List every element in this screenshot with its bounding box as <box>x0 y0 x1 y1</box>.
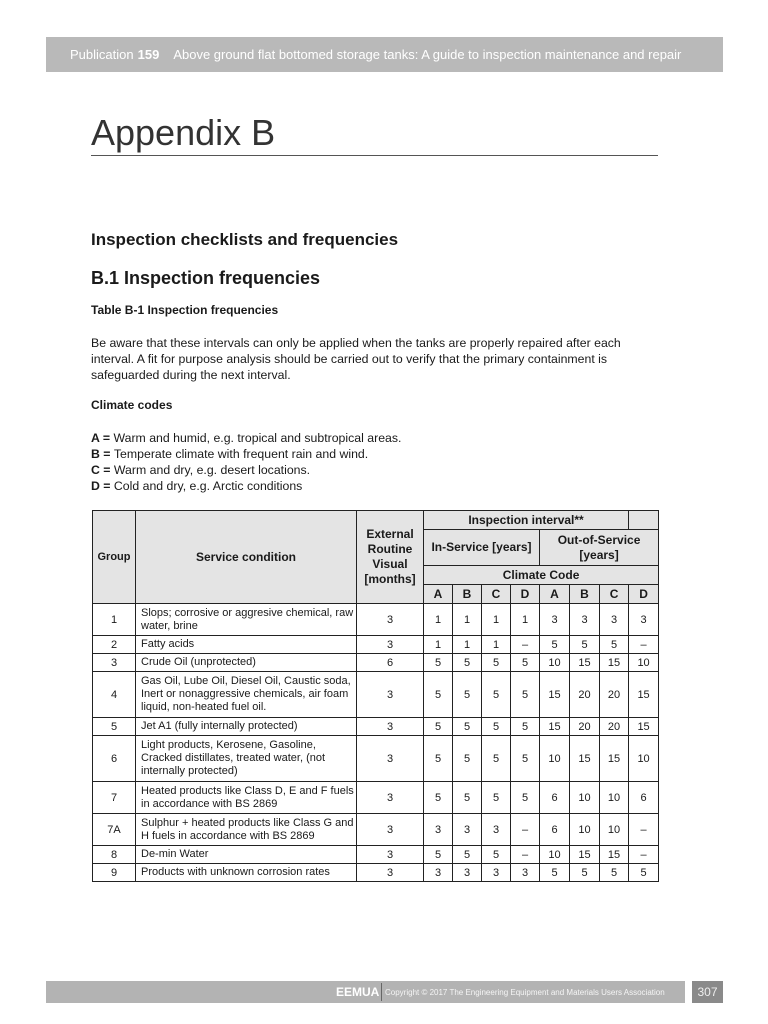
cell-out-of-service-interval: – <box>629 846 659 864</box>
cell-out-of-service-interval: 20 <box>570 718 600 736</box>
cell-in-service-interval: 5 <box>453 736 482 782</box>
cell-out-of-service-interval: 20 <box>570 672 600 718</box>
cell-group: 3 <box>93 654 136 672</box>
cell-in-service-interval: 5 <box>424 846 453 864</box>
cell-out-of-service-interval: 5 <box>540 864 570 882</box>
cell-group: 8 <box>93 846 136 864</box>
cell-external-visual: 3 <box>357 604 424 636</box>
table-row <box>93 846 659 864</box>
publication-label: Publication <box>70 47 134 62</box>
cell-external-visual: 3 <box>357 814 424 846</box>
publication-title: Above ground flat bottomed storage tanks: A guide to inspection maintenance and repair <box>173 47 682 62</box>
cell-external-visual: 3 <box>357 636 424 654</box>
cell-in-service-interval: 3 <box>453 814 482 846</box>
climate-code-desc: Warm and dry, e.g. desert locations. <box>113 463 311 477</box>
table-caption: Table B-1 Inspection frequencies <box>91 303 279 317</box>
cell-service-condition: Heated products like Class D, E and F fuels in accordance with BS 2869 <box>136 782 357 814</box>
cell-service-condition: Jet A1 (fully internally protected) <box>136 718 357 736</box>
cell-in-service-interval: 5 <box>511 672 540 718</box>
cell-in-service-interval: 5 <box>424 736 453 782</box>
cell-out-of-service-interval: 15 <box>570 654 600 672</box>
cell-in-service-interval: 3 <box>482 864 511 882</box>
cell-in-service-interval: – <box>511 814 540 846</box>
footer-copyright: Copyright © 2017 The Engineering Equipment and Materials Users Association <box>385 988 665 997</box>
cell-in-service-interval: 5 <box>424 654 453 672</box>
header-climate-letter: C <box>482 585 511 604</box>
cell-out-of-service-interval: 15 <box>540 718 570 736</box>
cell-out-of-service-interval: 5 <box>629 864 659 882</box>
cell-service-condition: Light products, Kerosene, Gasoline, Cracked distillates, treated water, (not internally protected) <box>136 736 357 782</box>
climate-code-equals: = <box>99 431 114 445</box>
cell-in-service-interval: 3 <box>453 864 482 882</box>
table-row <box>93 654 659 672</box>
climate-code-equals: = <box>99 479 114 493</box>
header-climate-letter: C <box>600 585 629 604</box>
cell-service-condition: Sulphur + heated products like Class G and H fuels in accordance with BS 2869 <box>136 814 357 846</box>
cell-out-of-service-interval: 10 <box>540 736 570 782</box>
climate-heading: Climate codes <box>91 398 173 412</box>
cell-service-condition: De-min Water <box>136 846 357 864</box>
cell-in-service-interval: 1 <box>424 604 453 636</box>
climate-code-desc: Cold and dry, e.g. Arctic conditions <box>113 479 303 493</box>
cell-out-of-service-interval: 5 <box>600 864 629 882</box>
cell-out-of-service-interval: 15 <box>600 654 629 672</box>
cell-in-service-interval: 1 <box>482 604 511 636</box>
running-header <box>46 37 723 72</box>
cell-out-of-service-interval: 3 <box>600 604 629 636</box>
header-climate-code: Climate Code <box>424 566 659 585</box>
cell-out-of-service-interval: 10 <box>629 654 659 672</box>
table-row <box>93 782 659 814</box>
cell-out-of-service-interval: 6 <box>540 814 570 846</box>
cell-out-of-service-interval: 15 <box>600 736 629 782</box>
cell-external-visual: 3 <box>357 718 424 736</box>
cell-in-service-interval: 5 <box>482 654 511 672</box>
header-group: Group <box>93 511 136 604</box>
cell-in-service-interval: 5 <box>511 736 540 782</box>
cell-out-of-service-interval: 15 <box>629 718 659 736</box>
cell-in-service-interval: 5 <box>453 718 482 736</box>
inspection-frequency-table <box>92 510 659 882</box>
climate-code-equals: = <box>99 447 114 461</box>
cell-out-of-service-interval: 15 <box>600 846 629 864</box>
cell-out-of-service-interval: 20 <box>600 672 629 718</box>
cell-service-condition: Crude Oil (unprotected) <box>136 654 357 672</box>
footer-divider <box>381 983 382 1001</box>
cell-in-service-interval: 5 <box>453 782 482 814</box>
cell-out-of-service-interval: 15 <box>629 672 659 718</box>
table-row <box>93 814 659 846</box>
cell-group: 7 <box>93 782 136 814</box>
cell-in-service-interval: 5 <box>482 672 511 718</box>
climate-code-letter: A <box>91 431 100 445</box>
cell-out-of-service-interval: 3 <box>570 604 600 636</box>
page-number: 307 <box>692 981 723 1003</box>
cell-in-service-interval: 5 <box>424 672 453 718</box>
cell-out-of-service-interval: 15 <box>540 672 570 718</box>
cell-out-of-service-interval: 15 <box>570 736 600 782</box>
climate-code-letter: D <box>91 479 100 493</box>
cell-in-service-interval: 5 <box>424 718 453 736</box>
cell-in-service-interval: 1 <box>453 636 482 654</box>
cell-in-service-interval: 5 <box>453 846 482 864</box>
cell-out-of-service-interval: 6 <box>629 782 659 814</box>
table-body <box>93 604 659 882</box>
cell-out-of-service-interval: 10 <box>570 814 600 846</box>
title-divider <box>91 155 658 156</box>
cell-out-of-service-interval: 20 <box>600 718 629 736</box>
cell-external-visual: 3 <box>357 672 424 718</box>
cell-out-of-service-interval: 10 <box>629 736 659 782</box>
header-blank-cell <box>629 511 659 530</box>
cell-in-service-interval: 5 <box>453 654 482 672</box>
header-external-visual: External Routine Visual [months] <box>357 511 424 604</box>
cell-out-of-service-interval: 5 <box>600 636 629 654</box>
cell-out-of-service-interval: 15 <box>570 846 600 864</box>
heading-section: B.1 Inspection frequencies <box>91 268 321 288</box>
cell-out-of-service-interval: – <box>629 636 659 654</box>
climate-code-letter: C <box>91 463 100 477</box>
cell-in-service-interval: 5 <box>424 782 453 814</box>
cell-in-service-interval: 5 <box>511 654 540 672</box>
header-climate-letter: B <box>453 585 482 604</box>
cell-group: 6 <box>93 736 136 782</box>
cell-external-visual: 3 <box>357 846 424 864</box>
cell-in-service-interval: – <box>511 846 540 864</box>
cell-group: 2 <box>93 636 136 654</box>
cell-in-service-interval: 5 <box>453 672 482 718</box>
header-service-condition: Service condition <box>136 511 357 604</box>
cell-group: 7A <box>93 814 136 846</box>
cell-in-service-interval: 5 <box>511 782 540 814</box>
climate-code-list <box>91 430 401 494</box>
cell-in-service-interval: 1 <box>482 636 511 654</box>
cell-out-of-service-interval: 3 <box>540 604 570 636</box>
table-row <box>93 672 659 718</box>
cell-group: 4 <box>93 672 136 718</box>
cell-group: 1 <box>93 604 136 636</box>
cell-out-of-service-interval: 10 <box>540 654 570 672</box>
cell-in-service-interval: 3 <box>511 864 540 882</box>
climate-code-item <box>91 478 401 494</box>
cell-in-service-interval: 5 <box>482 782 511 814</box>
cell-out-of-service-interval: 10 <box>570 782 600 814</box>
cell-out-of-service-interval: 3 <box>629 604 659 636</box>
header-out-of-service: Out-of-Service [years] <box>540 530 659 566</box>
cell-in-service-interval: 1 <box>511 604 540 636</box>
cell-out-of-service-interval: 5 <box>570 864 600 882</box>
footer-bar <box>46 981 685 1003</box>
cell-service-condition: Fatty acids <box>136 636 357 654</box>
cell-external-visual: 3 <box>357 736 424 782</box>
cell-in-service-interval: – <box>511 636 540 654</box>
publication-number: 159 <box>137 47 160 62</box>
climate-code-desc: Warm and humid, e.g. tropical and subtropical areas. <box>113 431 402 445</box>
cell-out-of-service-interval: 6 <box>540 782 570 814</box>
cell-in-service-interval: 5 <box>482 718 511 736</box>
climate-code-item <box>91 446 401 462</box>
header-climate-letter: D <box>511 585 540 604</box>
cell-external-visual: 6 <box>357 654 424 672</box>
climate-code-letter: B <box>91 447 100 461</box>
footer-brand-logo: EEMUA <box>336 985 380 999</box>
intro-paragraph: Be aware that these intervals can only be applied when the tanks are properly repaired after each interval. A fit for purpose analysis should be carried out to verify that the primary containment is safeguarded during the next interval. <box>91 336 621 382</box>
cell-out-of-service-interval: 5 <box>540 636 570 654</box>
cell-in-service-interval: 1 <box>453 604 482 636</box>
appendix-title: Appendix B <box>91 112 276 153</box>
header-climate-letter: A <box>540 585 570 604</box>
cell-in-service-interval: 5 <box>511 718 540 736</box>
header-climate-letter: A <box>424 585 453 604</box>
cell-in-service-interval: 3 <box>424 814 453 846</box>
heading-main: Inspection checklists and frequencies <box>91 230 399 249</box>
cell-external-visual: 3 <box>357 782 424 814</box>
cell-out-of-service-interval: 10 <box>600 782 629 814</box>
cell-out-of-service-interval: 10 <box>540 846 570 864</box>
cell-out-of-service-interval: – <box>629 814 659 846</box>
climate-code-equals: = <box>99 463 114 477</box>
table-row <box>93 636 659 654</box>
climate-code-desc: Temperate climate with frequent rain and wind. <box>113 447 369 461</box>
table-row <box>93 864 659 882</box>
header-climate-letter: B <box>570 585 600 604</box>
cell-in-service-interval: 3 <box>482 814 511 846</box>
cell-group: 9 <box>93 864 136 882</box>
climate-code-item <box>91 462 401 478</box>
climate-code-item <box>91 430 401 446</box>
table-row <box>93 604 659 636</box>
header-in-service: In-Service [years] <box>424 530 540 566</box>
table-row <box>93 736 659 782</box>
header-inspection-interval: Inspection interval** <box>424 511 629 530</box>
header-climate-letter: D <box>629 585 659 604</box>
cell-service-condition: Products with unknown corrosion rates <box>136 864 357 882</box>
cell-group: 5 <box>93 718 136 736</box>
cell-service-condition: Slops; corrosive or aggresive chemical, raw water, brine <box>136 604 357 636</box>
cell-in-service-interval: 5 <box>482 736 511 782</box>
cell-out-of-service-interval: 10 <box>600 814 629 846</box>
cell-service-condition: Gas Oil, Lube Oil, Diesel Oil, Caustic soda, Inert or nonaggressive chemicals, air foam liquid, non-heated fuel oil. <box>136 672 357 718</box>
cell-in-service-interval: 3 <box>424 864 453 882</box>
cell-out-of-service-interval: 5 <box>570 636 600 654</box>
table-row <box>93 718 659 736</box>
cell-in-service-interval: 5 <box>482 846 511 864</box>
cell-in-service-interval: 1 <box>424 636 453 654</box>
cell-external-visual: 3 <box>357 864 424 882</box>
